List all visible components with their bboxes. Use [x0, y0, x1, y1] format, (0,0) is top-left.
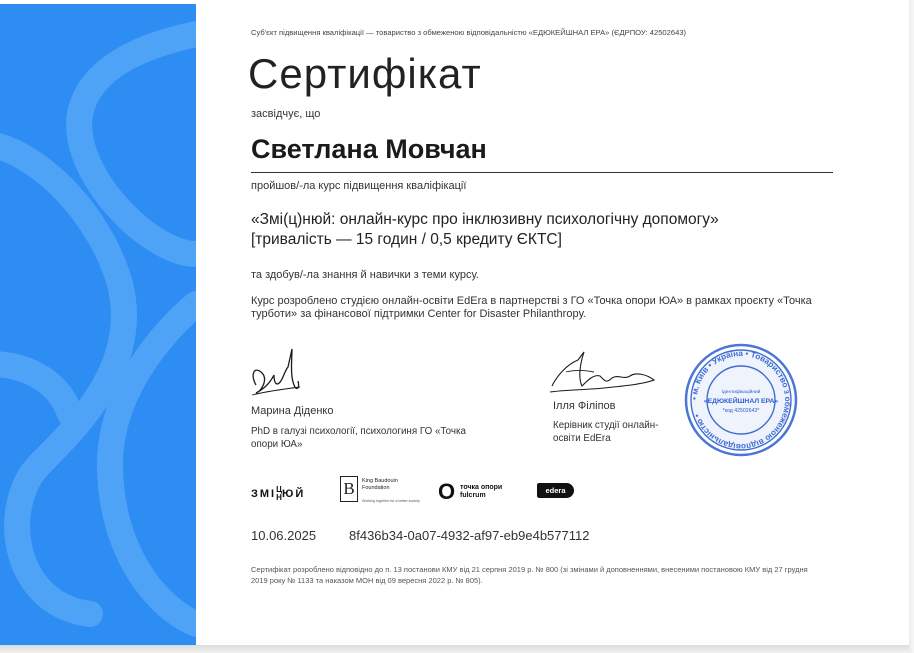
signer-name-filipov: Ілля Філіпов — [553, 400, 616, 412]
zm-logo-bottom: Н — [276, 493, 282, 502]
passed-course-text: пройшов/-ла курс підвищення кваліфікації — [251, 180, 467, 192]
company-stamp-icon — [684, 343, 798, 457]
course-developer-text: Курс розроблено студією онлайн-освіти EdEra в партнерстві з ГО «Точка опори ЮА» в рамках проєкту «Точка турботи» за фінансової підтримки Center for Disaster Philanthropy. — [251, 295, 812, 320]
certificate-title: Сертифікат — [248, 50, 482, 97]
course-duration: [тривалість — 15 годин / 0,5 кредиту ЄКТС] — [251, 231, 562, 248]
regulation-legal-text: Сертифікат розроблено відповідно до п. 13 постанови КМУ від 21 серпня 2019 р. № 800 (зі змінами й доповненнями, внесеними постановою КМУ від 27 грудня 2019 року № 1133 та наказом МОН від 09 вересня 2022 р. № 805). — [251, 565, 808, 585]
stamp-ring-text: • м. Київ • Україна • Товариство з обмеженою відповідальністю • — [689, 348, 793, 452]
decorative-loops — [0, 4, 196, 645]
kbf-name — [362, 478, 398, 492]
signature-didenko-image — [248, 345, 308, 403]
zm-logo-left: ЗМІ — [251, 487, 277, 500]
kbf-name-line1: King Baudouin — [362, 478, 398, 484]
name-underline — [251, 172, 833, 173]
zm-logo-top: Ц — [276, 485, 282, 494]
course-title — [251, 210, 851, 250]
issue-date: 10.06.2025 — [251, 528, 317, 543]
gained-skills-text: та здобув/-ла знання й навички з теми курсу. — [251, 269, 479, 281]
page-shadow-bottom — [0, 645, 914, 653]
kbf-tagline: Working together for a better society — [362, 499, 420, 503]
king-baudouin-logo-icon — [340, 476, 358, 502]
signature-filipov-image — [544, 350, 658, 396]
kbf-letter: B — [343, 479, 355, 498]
stamp-small-line: Ідентифікаційний — [721, 390, 761, 395]
signer-position-didenko: PhD в галузі психології, психологиня ГО «Точка опори ЮА» — [251, 426, 466, 450]
certificate-id: 8f436b34-0a07-4932-af97-eb9e4b577112 — [349, 528, 590, 543]
course-name: «Змі(ц)нюй: онлайн-курс про інклюзивну психологічну допомогу» — [251, 211, 719, 228]
decorative-blue-band — [0, 4, 196, 645]
fulcrum-line1: точка опори — [460, 484, 503, 491]
certifies-text: засвідчує, що — [251, 108, 321, 120]
edera-logo: edera — [537, 483, 574, 498]
fulcrum-logo-mark-icon: O — [438, 479, 456, 504]
recipient-name: Светлана Мовчан — [251, 134, 487, 164]
issuer-legal-text: Суб'єкт підвищення кваліфікації — товариство з обмеженою відповідальністю «ЕДЮКЕЙШНАЛ ЕРА» (ЄДРПОУ: 42502643) — [251, 28, 687, 37]
kbf-name-line2: Foundation — [362, 485, 390, 491]
fulcrum-line2: fulcrum — [460, 492, 486, 499]
zm-logo-right: ЮЙ — [281, 487, 306, 500]
stamp-code-text: *код 42502643* — [722, 408, 760, 414]
stamp-center-text: «ЕДЮКЕЙШНАЛ ЕРА» — [703, 398, 779, 405]
page-shadow-right — [909, 0, 914, 653]
fulcrum-logo-text — [460, 484, 502, 500]
signer-position-filipov: Керівник студії онлайн-освіти EdEra — [553, 420, 659, 444]
zminyuy-logo — [251, 486, 305, 502]
signer-name-didenko: Марина Діденко — [251, 405, 334, 417]
